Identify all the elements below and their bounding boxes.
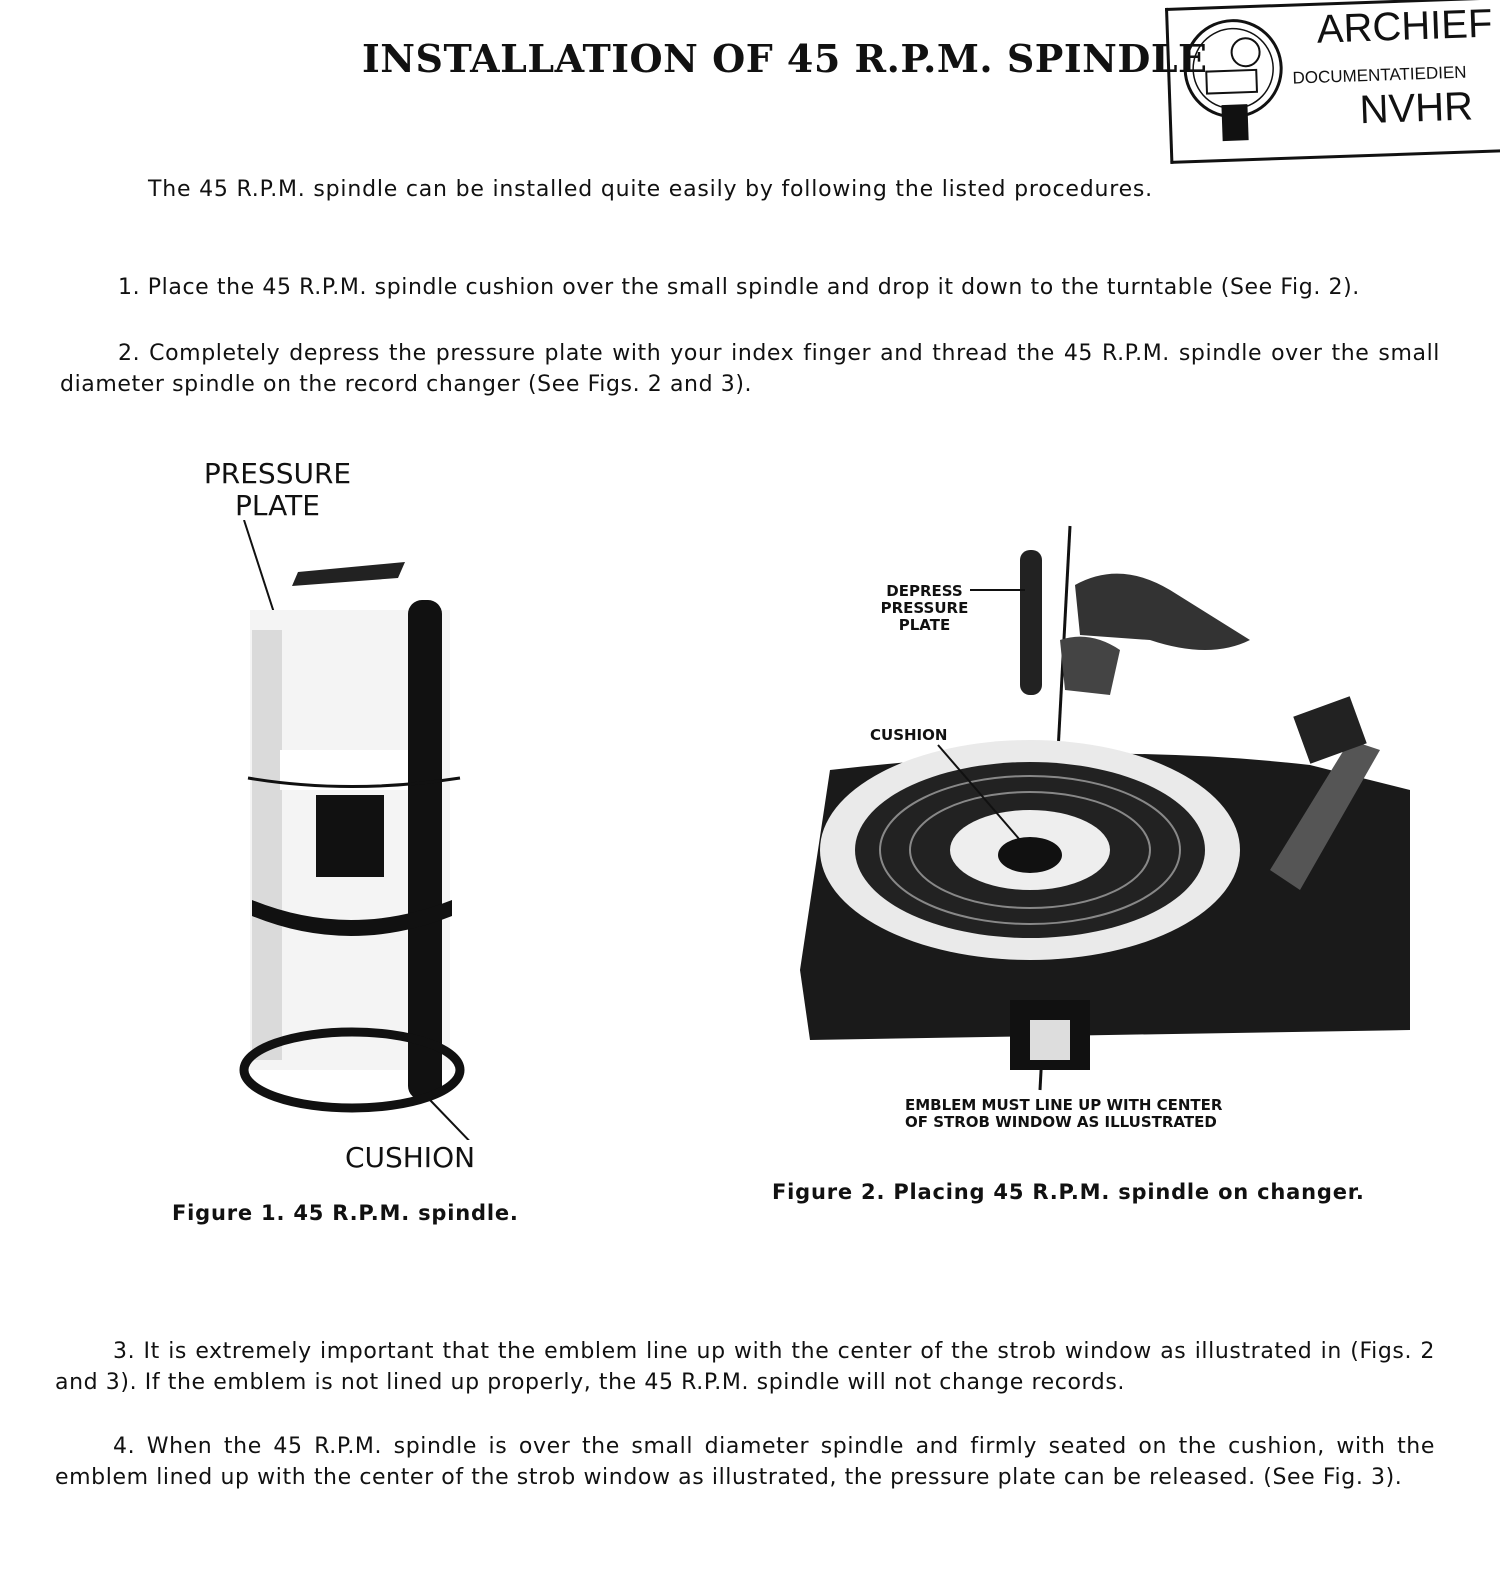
step-3 (55, 1336, 1435, 1398)
figure2-label-emblem (905, 1097, 1222, 1131)
page-title: INSTALLATION OF 45 R.P.M. SPINDLE (362, 36, 1208, 81)
stamp-line-2: DOCUMENTATIEDIEN (1292, 62, 1467, 88)
figure2-label-depress-line2: PRESSURE (880, 599, 969, 617)
step-3-text: 3. It is extremely important that the emblem line up with the center of the strob window as illustrated in (Figs. 2 and 3). If the emblem is not lined up properly, the 45 R.P.M. spindle will not change records. (55, 1339, 1435, 1395)
figure2-label-depress-line3: PLATE (898, 616, 951, 634)
figure1-label-cushion: CUSHION (344, 1141, 476, 1174)
step-4-text: 4. When the 45 R.P.M. spindle is over the small diameter spindle and firmly seated on the cushion, with the emblem lined up with the center of the strob window as illustrated, the pressure plate can be released. (See Fig. 3). (55, 1434, 1435, 1490)
stamp-line-3: NVHR (1358, 84, 1474, 133)
figure1-label-pressure-plate (185, 458, 370, 522)
figure2-changer-illustration (790, 520, 1440, 1100)
figure2-caption: Figure 2. Placing 45 R.P.M. spindle on changer. (772, 1180, 1365, 1204)
figure1-spindle-illustration (160, 520, 500, 1140)
figure2-label-emblem-line2: OF STROB WINDOW AS ILLUSTRATED (905, 1113, 1217, 1131)
figure2-label-depress-line1: DEPRESS (886, 582, 963, 600)
archive-stamp (1165, 0, 1500, 164)
step-4 (55, 1431, 1435, 1493)
step-2-text: 2. Completely depress the pressure plate with your index finger and thread the 45 R.P.M. spindle over the small diameter spindle on the record changer (See Figs. 2 and 3). (60, 341, 1440, 397)
figure2-label-cushion: CUSHION (870, 726, 948, 744)
globe-logo-icon (1176, 7, 1291, 161)
figure1-caption: Figure 1. 45 R.P.M. spindle. (172, 1201, 519, 1225)
figure1-label-line2: PLATE (235, 489, 320, 522)
figure2-label-emblem-line1: EMBLEM MUST LINE UP WITH CENTER (905, 1096, 1223, 1114)
step-2 (60, 338, 1440, 400)
figure1-label-line1: PRESSURE (203, 457, 352, 490)
step-1 (60, 272, 1440, 303)
step-1-text: 1. Place the 45 R.P.M. spindle cushion over the small spindle and drop it down to the turntable (See Fig. 2). (118, 275, 1360, 300)
stamp-line-1: ARCHIEF (1316, 1, 1494, 52)
intro-text: The 45 R.P.M. spindle can be installed quite easily by following the listed procedures. (148, 177, 1153, 202)
